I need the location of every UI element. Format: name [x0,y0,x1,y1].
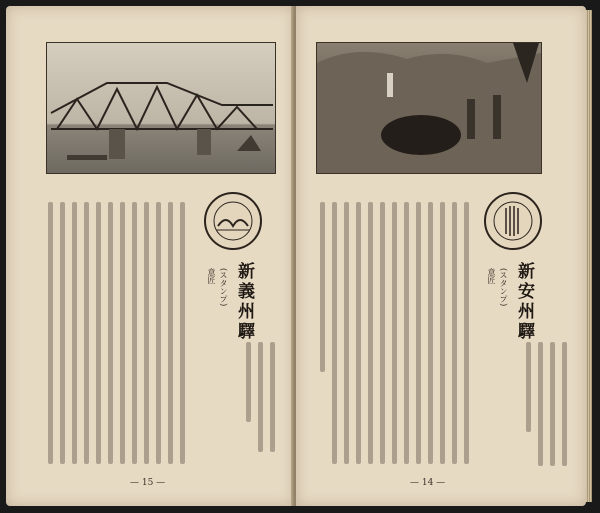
stamp-note: (スタンプ) [499,268,508,307]
page-edges [586,10,592,502]
right-page [296,6,586,506]
station-title-sinuiju: 新義州驛 [234,262,254,342]
design-label: 意匠 [207,268,216,284]
stamp-waterfall-icon [486,194,540,248]
bridge-photo [46,42,276,174]
design-label: 意匠 [487,268,496,284]
stamp-note: (スタンプ) [219,268,228,307]
cave-illustration [317,43,541,173]
stamp-caption-columns [522,342,574,472]
bridge-illustration [47,43,275,173]
stamp-sinanju [484,192,542,250]
station-title-sinanju: 新安州驛 [514,262,534,342]
stamp-sinuiju [204,192,262,250]
left-page [6,6,294,506]
body-text-columns [316,202,474,472]
stamp-caption-columns [244,342,284,462]
cave-photo [316,42,542,174]
body-text-columns [38,202,190,472]
page-number-right: — 14 — [410,478,446,488]
page-number-left: — 15 — [130,478,166,488]
stamp-bridge-icon [206,194,260,248]
